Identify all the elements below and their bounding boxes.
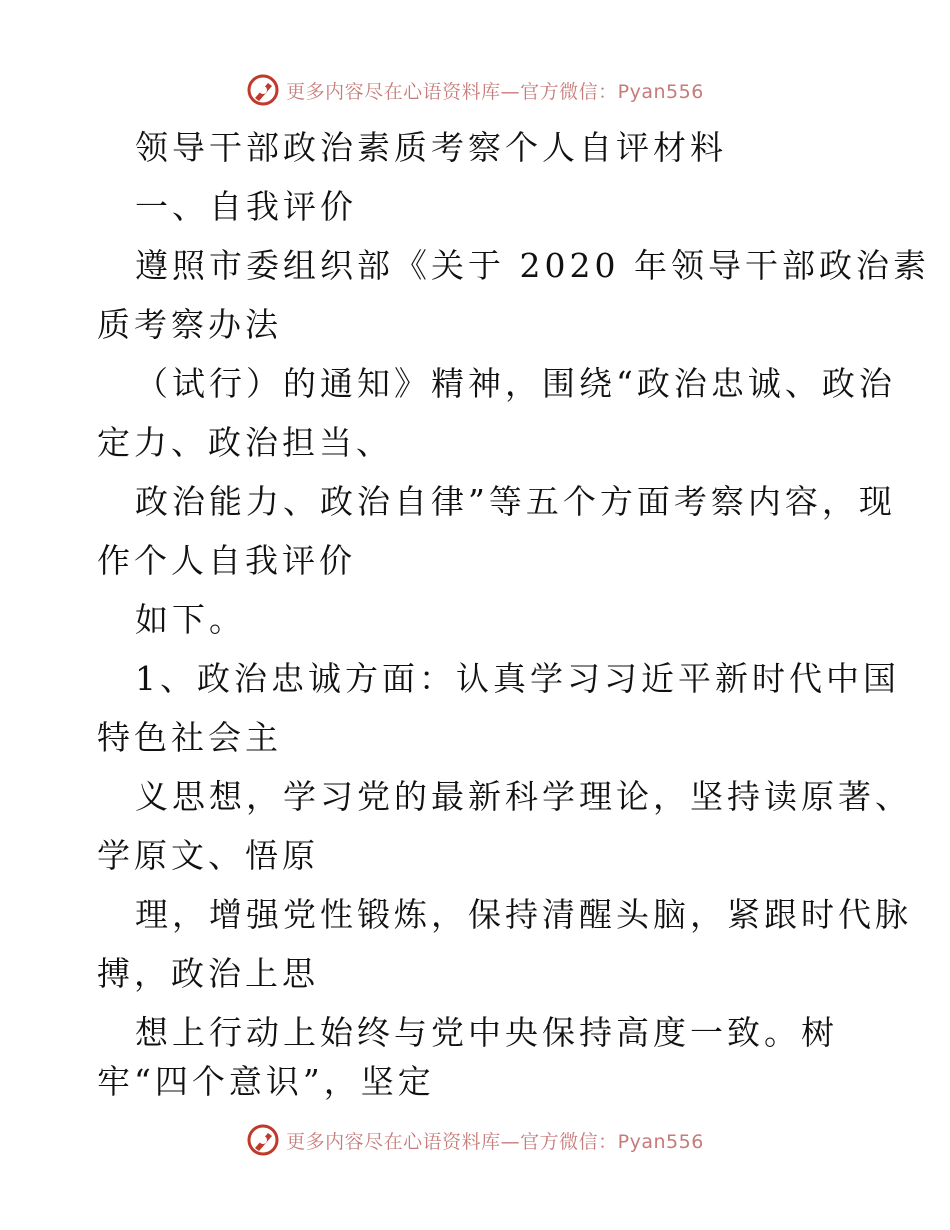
paragraph-line: 遵照市委组织部《关于 2020 年领导干部政治素	[135, 246, 930, 285]
paragraph-line: 理，增强党性锻炼，保持清醒头脑，紧跟时代脉	[135, 895, 912, 934]
footer-watermark	[0, 1120, 950, 1160]
paragraph-line: （试行）的通知》精神，围绕“政治忠诚、政治	[135, 364, 896, 403]
paragraph-line: 政治能力、政治自律”等五个方面考察内容，现	[135, 482, 896, 521]
paragraph-line: 作个人自我评价	[97, 541, 356, 580]
pen-logo-icon	[246, 1123, 280, 1157]
paragraph-line: 如下。	[135, 600, 246, 639]
watermark-text: 更多内容尽在心语资料库—官方微信：Pyan556	[286, 1130, 704, 1153]
section-heading: 一、自我评价	[135, 187, 357, 226]
paragraph-line: 特色社会主	[97, 718, 282, 757]
watermark-text: 更多内容尽在心语资料库—官方微信：Pyan556	[286, 80, 704, 103]
pen-logo-icon	[246, 73, 280, 107]
paragraph-line: 定力、政治担当、	[97, 423, 393, 462]
paragraph-line: 义思想，学习党的最新科学理论，坚持读原著、	[135, 777, 912, 816]
paragraph-line: 质考察办法	[97, 305, 282, 344]
paragraph-line: 1、政治忠诚方面：认真学习习近平新时代中国	[135, 659, 900, 698]
paragraph-line: 牢“四个意识”，坚定	[97, 1062, 435, 1101]
paragraph-line: 学原文、悟原	[97, 836, 319, 875]
paragraph-line: 搏，政治上思	[97, 954, 319, 993]
document-title: 领导干部政治素质考察个人自评材料	[135, 128, 727, 167]
paragraph-line: 想上行动上始终与党中央保持高度一致。树	[135, 1013, 838, 1052]
header-watermark	[0, 70, 950, 110]
